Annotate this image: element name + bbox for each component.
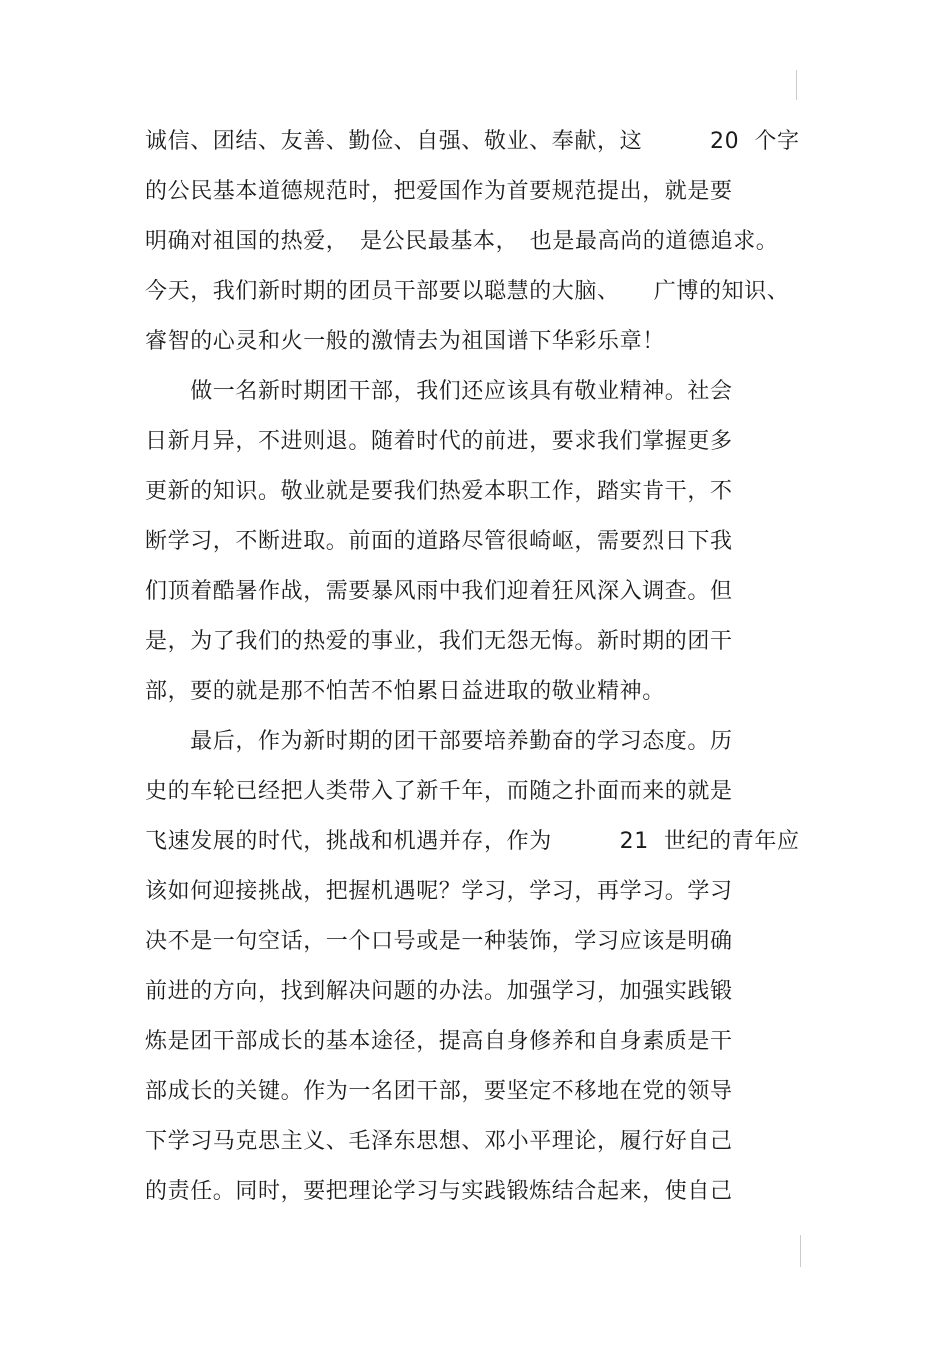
text-line-6: 做一名新时期团干部，我们还应该具有敬业精神。社会 — [145, 379, 733, 404]
text-line-19: 炼是团干部成长的基本途径，提高自身修养和自身素质是干 — [145, 1029, 733, 1054]
text-line-14: 史的车轮已经把人类带入了新千年，而随之扑面而来的就是 — [145, 779, 733, 804]
text-line-8: 更新的知识。敬业就是要我们热爱本职工作，踏实肯干，不 — [145, 479, 733, 504]
text-line-20: 部成长的关键。作为一名团干部，要坚定不移地在党的领导 — [145, 1079, 733, 1104]
text-line-7: 日新月异，不进则退。随着时代的前进，要求我们掌握更多 — [145, 429, 733, 454]
text-line-9: 断学习，不断进取。前面的道路尽管很崎岖，需要烈日下我 — [145, 529, 733, 554]
text-line-18: 前进的方向，找到解决问题的办法。加强学习，加强实践锻 — [145, 979, 733, 1004]
text-line-17: 决不是一句空话，一个口号或是一种装饰，学习应该是明确 — [145, 929, 733, 954]
text-line-3: 明确对祖国的热爱， 是公民最基本， 也是最高尚的道德追求。 — [145, 229, 779, 254]
text-line-1: 诚信、团结、友善、勤俭、自强、敬业、奉献，这 20 个字 — [145, 129, 800, 154]
text-line-13: 最后，作为新时期的团干部要培养勤奋的学习态度。历 — [145, 729, 733, 754]
text-line-4: 今天，我们新时期的团员干部要以聪慧的大脑、 广博的知识、 — [145, 279, 790, 304]
text-line-15: 飞速发展的时代，挑战和机遇并存，作为 21 世纪的青年应 — [145, 829, 800, 854]
text-line-22: 的责任。同时，要把理论学习与实践锻炼结合起来，使自己 — [145, 1179, 733, 1204]
page-corner-mark-top — [796, 70, 797, 100]
page-corner-mark-bottom — [800, 1235, 801, 1267]
text-line-21: 下学习马克思主义、毛泽东思想、邓小平理论，履行好自己 — [145, 1129, 733, 1154]
text-line-12: 部，要的就是那不怕苦不怕累日益进取的敬业精神。 — [145, 679, 665, 704]
text-line-2: 的公民基本道德规范时，把爱国作为首要规范提出，就是要 — [145, 179, 733, 204]
text-line-10: 们顶着酷暑作战，需要暴风雨中我们迎着狂风深入调查。但 — [145, 579, 733, 604]
text-line-11: 是，为了我们的热爱的事业，我们无怨无悔。新时期的团干 — [145, 629, 733, 654]
text-line-5: 睿智的心灵和火一般的激情去为祖国谱下华彩乐章！ — [145, 329, 665, 354]
text-line-16: 该如何迎接挑战，把握机遇呢？学习，学习，再学习。学习 — [145, 879, 733, 904]
